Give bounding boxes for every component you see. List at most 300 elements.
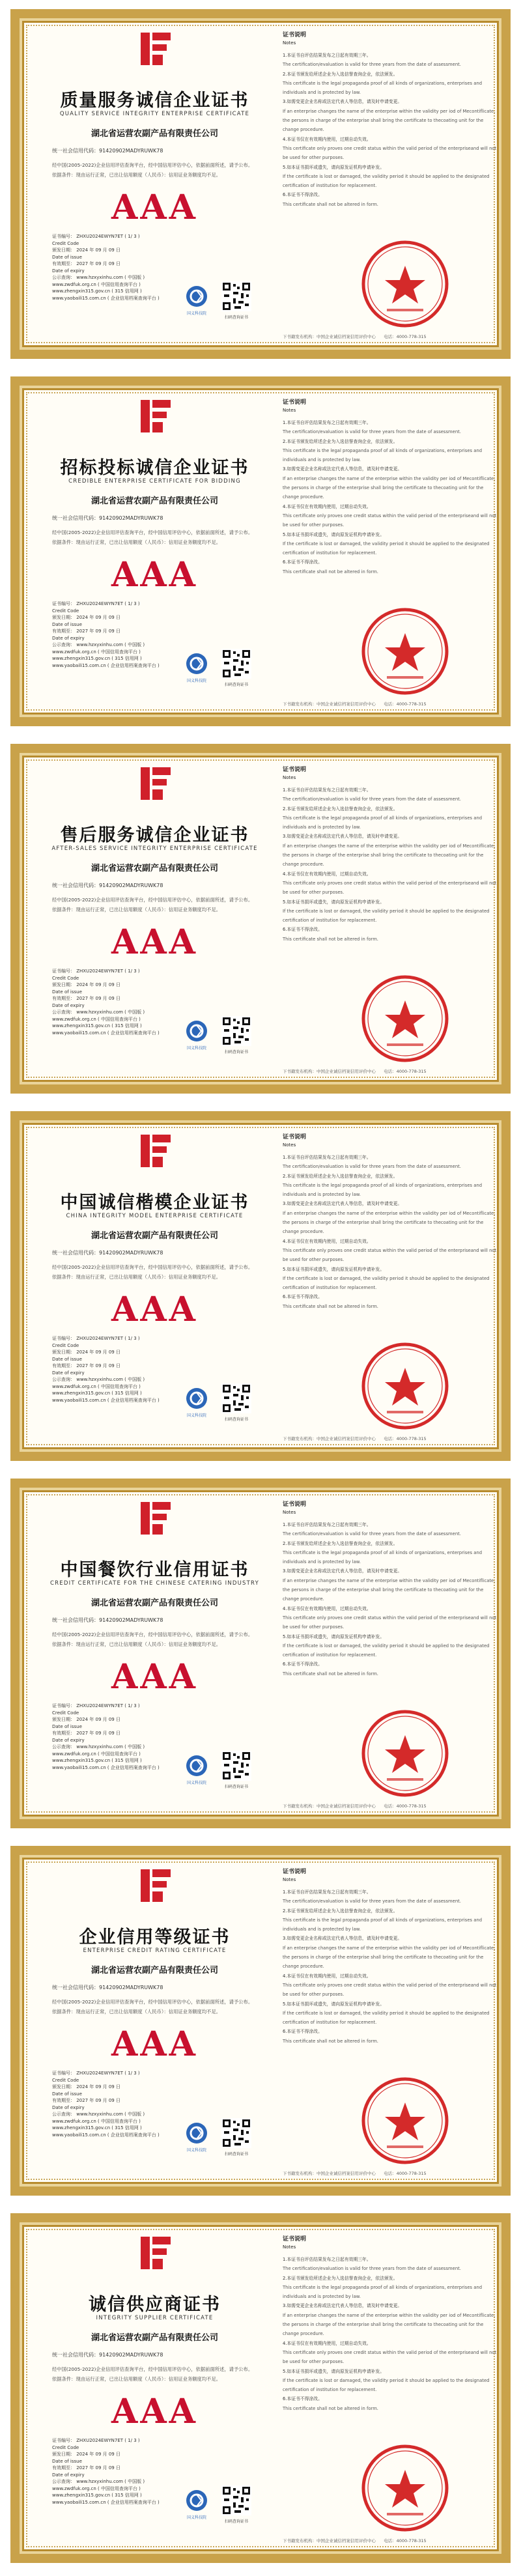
note-zh: 4.本证书仅在有效期内使用，过期自动失效。 — [283, 1606, 371, 1611]
certificate-subtitle: AFTER-SALES SERVICE INTEGRITY ENTERPRISE CERTIFICATE — [51, 845, 258, 852]
note-en: The certification/evaluation is valid for three years from the date of assessment. — [283, 1531, 461, 1537]
meta-line: 颁发日期： 2024 年 09 月 09 日 — [52, 1350, 120, 1355]
certificate-title: 企业信用等级证书 — [79, 1927, 231, 1947]
issuer-logo-icon — [137, 765, 175, 802]
issuer-name: 下书籍发布机构：中国企业诚信档案信用评价中心 — [283, 1069, 376, 1074]
qr-code-icon — [221, 2485, 251, 2515]
qr-code-icon — [221, 1016, 251, 1046]
issuer-name: 下书籍发布机构：中国企业诚信档案信用评价中心 — [283, 334, 376, 339]
note-zh: 1.本证书自评估结果发布之日起有效期三年。 — [283, 1522, 371, 1527]
note-zh: 2.本证书颁发给所述企业为入选信誉查询企业，依法颁发。 — [283, 2275, 398, 2281]
certificate-card — [10, 744, 511, 1094]
meta-line: 有效期至： 2027 年 09 月 09 日 — [52, 1363, 120, 1368]
credit-grade: AAA — [111, 922, 199, 962]
qr-code[interactable] — [219, 1016, 254, 1054]
meta-line: Date of issue — [52, 254, 82, 260]
company-name: 湖北省运营农副产品有限责任公司 — [91, 1966, 218, 1975]
qr-code[interactable] — [219, 649, 254, 687]
note-zh: 3.如需变更企业名称或法定代表人等信息，请及时申请变更。 — [283, 2303, 402, 2309]
note-zh: 2.本证书颁发给所述企业为入选信誉查询企业，依法颁发。 — [283, 1908, 398, 1914]
certificate-front — [39, 1867, 270, 2179]
issuer-line — [283, 1803, 498, 1809]
meta-line: www.zhengxin315.gov.cn ( 315 信用网 ) — [52, 289, 142, 294]
note-zh: 3.如需变更企业名称或法定代表人等信息，请及时申请变更。 — [283, 1568, 402, 1574]
meta-line: www.zwdfuk.org.cn ( 中国信用查询平台 ) — [52, 281, 141, 287]
description-line: 经中国(2005-2022)企业信用评估查询平台，经中国信用评估中心，依据前面所述，请予公布。 — [52, 897, 253, 903]
certificate-title: 诚信供应商证书 — [89, 2295, 221, 2315]
note-en: If the certificate is lost or damaged, the validity period it should be applied to the designated certification of institution for replacement. — [283, 173, 490, 189]
note-zh: 1.本证书自评估结果发布之日起有效期三年。 — [283, 53, 371, 58]
note-zh: 3.如需变更企业名称或法定代表人等信息，请及时申请变更。 — [283, 466, 402, 472]
issuer-logo-icon — [137, 1132, 175, 1170]
certificate-title: 中国餐饮行业信用证书 — [60, 1560, 249, 1580]
certificate-front — [39, 1132, 270, 1445]
official-seal-icon — [359, 1340, 451, 1432]
meta-line: www.yaobaili15.com.cn ( 企业信用档案查询平台 ) — [52, 662, 160, 668]
meta-line: 证书编号： ZHXU2024EWYN7ET ( 1/ 3 ) — [52, 601, 140, 606]
notes-title-en: Notes — [283, 775, 296, 780]
issuer-phone: 电话：4000-778-315 — [384, 1436, 427, 1441]
note-en: If the certificate is lost or damaged, the validity period it should be applied to the designated certification of institution for replacement. — [283, 1275, 490, 1291]
official-seal-icon — [359, 238, 451, 330]
notes-heading — [283, 1499, 498, 1515]
notes-list — [283, 1520, 498, 1678]
note-en: This certificate shall not be altered in form. — [283, 1303, 378, 1309]
note-zh: 5.如本证书损坏或遗失，请向原发证机构申请补发。 — [283, 2368, 385, 2374]
certificate-front — [39, 765, 270, 1077]
issuer-name: 下书籍发布机构：中国企业诚信档案信用评价中心 — [283, 1436, 376, 1441]
notes-title: 证书说明 — [283, 1501, 307, 1508]
description-line: 依据条件：现由运行正常，已出让信用额度（人民币）：信用证业务额度均不足。 — [52, 907, 221, 913]
meta-line: www.yaobaili15.com.cn ( 企业信用档案查询平台 ) — [52, 295, 160, 301]
meta-line: Date of issue — [52, 2458, 82, 2464]
certificate-subtitle: INTEGRITY SUPPLIER CERTIFICATE — [96, 2315, 214, 2321]
notes-title-en: Notes — [283, 1877, 296, 1882]
certificate-title: 招标投标诚信企业证书 — [60, 458, 249, 478]
note-zh: 6.本证书不得涂改。 — [283, 2396, 322, 2402]
notes-title: 证书说明 — [283, 2236, 307, 2243]
description-line: 依据条件：现由运行正常，已出让信用额度（人民币）：信用证业务额度均不足。 — [52, 1641, 221, 1647]
certificate-subtitle: QUALITY SERVICE INTEGRITY ENTERPRISE CERTIFICATE — [59, 111, 250, 117]
issuer-phone: 电话：4000-778-315 — [384, 1804, 427, 1809]
issuer-logo-icon — [137, 397, 175, 435]
notes-list — [283, 2255, 498, 2413]
meta-line: 有效期至： 2027 年 09 月 09 日 — [52, 1731, 120, 1736]
note-en: This certificate is the legal propaganda proof of all kinds of organizations, enterprises and individuals and is protected by law. — [283, 447, 483, 463]
note-en: If the certificate is lost or damaged, the validity period it should be applied to the designated certification of institution for replacement. — [283, 908, 490, 924]
qr-code[interactable] — [219, 281, 254, 320]
note-en: This certificate only proves one credit status within the valid period of the enterpriseand will not be used for other purposes. — [283, 1247, 497, 1263]
meta-line: 公示查询： www.hzxyxinhu.com ( 中国版 ) — [52, 1744, 145, 1749]
institute-badge — [184, 2489, 210, 2520]
notes-heading — [283, 1132, 498, 1148]
note-zh: 1.本证书自评估结果发布之日起有效期三年。 — [283, 420, 371, 425]
note-zh: 3.如需变更企业名称或法定代表人等信息，请及时申请变更。 — [283, 99, 402, 105]
note-en: This certificate shall not be altered in form. — [283, 1671, 378, 1677]
notes-title: 证书说明 — [283, 32, 307, 38]
certificate-subtitle: CREDIBLE ENTERPRISE CERTIFICATE FOR BIDDING — [68, 478, 241, 485]
meta-line: 公示查询： www.hzxyxinhu.com ( 中国版 ) — [52, 642, 145, 647]
meta-line: Date of expiry — [52, 1002, 85, 1008]
note-zh: 1.本证书自评估结果发布之日起有效期三年。 — [283, 787, 371, 793]
institute-badge-icon — [186, 1020, 208, 1042]
meta-line: www.zhengxin315.gov.cn ( 315 信用网 ) — [52, 1391, 142, 1396]
meta-line: 有效期至： 2027 年 09 月 09 日 — [52, 2465, 120, 2470]
note-en: The certification/evaluation is valid for three years from the date of assessment. — [283, 2266, 461, 2272]
note-en: The certification/evaluation is valid for three years from the date of assessment. — [283, 1164, 461, 1170]
note-en: This certificate is the legal propaganda proof of all kinds of organizations, enterprises and individuals and is protected by law. — [283, 1917, 483, 1932]
issuer-name: 下书籍发布机构：中国企业诚信档案信用评价中心 — [283, 2538, 376, 2543]
description-line: 经中国(2005-2022)企业信用评估查询平台，经中国信用评估中心，依据前面所述，请予公布。 — [52, 1632, 253, 1637]
meta-line: Credit Code — [52, 1342, 79, 1348]
description-line: 经中国(2005-2022)企业信用评估查询平台，经中国信用评估中心，依据前面所述，请予公布。 — [52, 2366, 253, 2372]
meta-line: 有效期至： 2027 年 09 月 09 日 — [52, 2098, 120, 2103]
meta-line: Date of issue — [52, 1723, 82, 1729]
company-name: 湖北省运营农副产品有限责任公司 — [91, 1231, 218, 1241]
qr-code-label: 扫码查询证书 — [224, 315, 248, 320]
institute-badge-label: 国义科技院 — [186, 2148, 206, 2153]
notes-title: 证书说明 — [283, 1134, 307, 1140]
description — [52, 895, 260, 914]
note-zh: 4.本证书仅在有效期内使用，过期自动失效。 — [283, 136, 371, 142]
note-en: If an enterprise changes the name of the enterprise within the validity per iod of Mecontiflicate, the persons in charge of the enterprise shall bring the certificate to thecoating unit for the change procedure. — [283, 1210, 496, 1235]
institute-badge — [184, 1755, 210, 1785]
certificate-card — [10, 1846, 511, 2196]
note-zh: 1.本证书自评估结果发布之日起有效期三年。 — [283, 1155, 371, 1160]
official-seal-icon — [359, 2442, 451, 2534]
meta-line: 公示查询： www.hzxyxinhu.com ( 中国版 ) — [52, 275, 145, 280]
note-zh: 4.本证书仅在有效期内使用，过期自动失效。 — [283, 1973, 371, 1979]
meta-line: www.zwdfuk.org.cn ( 中国信用查询平台 ) — [52, 649, 141, 655]
official-seal-icon — [359, 973, 451, 1064]
description — [52, 2364, 260, 2384]
note-zh: 5.如本证书损坏或遗失，请向原发证机构申请补发。 — [283, 899, 385, 905]
meta-line: 公示查询： www.hzxyxinhu.com ( 中国版 ) — [52, 1010, 145, 1015]
note-zh: 6.本证书不得涂改。 — [283, 559, 322, 565]
meta-line: www.yaobaili15.com.cn ( 企业信用档案查询平台 ) — [52, 1397, 160, 1403]
qr-code-label: 扫码查询证书 — [224, 1050, 248, 1054]
meta-line: 有效期至： 2027 年 09 月 09 日 — [52, 261, 120, 266]
description-line: 经中国(2005-2022)企业信用评估查询平台，经中国信用评估中心，依据前面所述，请予公布。 — [52, 1999, 253, 2005]
institute-badge — [184, 1020, 210, 1051]
note-en: The certification/evaluation is valid for three years from the date of assessment. — [283, 797, 461, 802]
notes-heading — [283, 2234, 498, 2250]
company-name: 湖北省运营农副产品有限责任公司 — [91, 129, 218, 139]
meta-line: www.zwdfuk.org.cn ( 中国信用查询平台 ) — [52, 1751, 141, 1757]
meta-line: www.zwdfuk.org.cn ( 中国信用查询平台 ) — [52, 2485, 141, 2491]
description-line: 依据条件：现由运行正常，已出让信用额度（人民币）：信用证业务额度均不足。 — [52, 539, 221, 545]
meta-line: 公示查询： www.hzxyxinhu.com ( 中国版 ) — [52, 2479, 145, 2484]
meta-line: Date of expiry — [52, 2472, 85, 2478]
certificate-meta — [52, 968, 182, 1036]
note-en: If an enterprise changes the name of the enterprise within the validity per iod of Mecontiflicate, the persons in charge of the enterprise shall bring the certificate to thecoating unit for the change procedure. — [283, 843, 496, 868]
certificate-front — [39, 30, 270, 343]
meta-line: www.zwdfuk.org.cn ( 中国信用查询平台 ) — [52, 1383, 141, 1389]
note-zh: 1.本证书自评估结果发布之日起有效期三年。 — [283, 1890, 371, 1895]
note-zh: 2.本证书颁发给所述企业为入选信誉查询企业，依法颁发。 — [283, 1173, 398, 1179]
credit-grade: AAA — [111, 188, 199, 227]
issuer-name: 下书籍发布机构：中国企业诚信档案信用评价中心 — [283, 701, 376, 707]
note-zh: 1.本证书自评估结果发布之日起有效期三年。 — [283, 2257, 371, 2262]
note-en: If the certificate is lost or damaged, the validity period it should be applied to the designated certification of institution for replacement. — [283, 2010, 490, 2026]
certificate-card — [10, 1479, 511, 1828]
note-en: This certificate shall not be altered in form. — [283, 2405, 378, 2411]
institute-badge-label: 国义科技院 — [186, 679, 206, 683]
credit-code: 统一社会信用代码：91420902MADYRUWK78 — [52, 148, 163, 154]
qr-code-icon — [221, 1751, 251, 1781]
meta-line: 公示查询： www.hzxyxinhu.com ( 中国版 ) — [52, 2112, 145, 2117]
note-en: This certificate is the legal propaganda proof of all kinds of organizations, enterprises and individuals and is protected by law. — [283, 1182, 483, 1198]
note-zh: 2.本证书颁发给所述企业为入选信誉查询企业，依法颁发。 — [283, 1540, 398, 1546]
meta-line: www.zwdfuk.org.cn ( 中国信用查询平台 ) — [52, 1016, 141, 1022]
meta-line: 有效期至： 2027 年 09 月 09 日 — [52, 996, 120, 1001]
note-zh: 6.本证书不得涂改。 — [283, 192, 322, 198]
institute-badge — [184, 1387, 210, 1418]
meta-line: 证书编号： ZHXU2024EWYN7ET ( 1/ 3 ) — [52, 1336, 140, 1341]
issuer-phone: 电话：4000-778-315 — [384, 2171, 427, 2176]
qr-code-label: 扫码查询证书 — [224, 1785, 248, 1789]
certificate-subtitle: CHINA INTEGRITY MODEL ENTERPRISE CERTIFICATE — [66, 1213, 244, 1219]
note-en: This certificate only proves one credit status within the valid period of the enterpriseand will not be used for other purposes. — [283, 880, 497, 896]
institute-badge-icon — [186, 2489, 208, 2512]
note-zh: 2.本证书颁发给所述企业为入选信誉查询企业，依法颁发。 — [283, 71, 398, 77]
note-en: This certificate is the legal propaganda proof of all kinds of organizations, enterprises and individuals and is protected by law. — [283, 815, 483, 830]
notes-title-en: Notes — [283, 408, 296, 413]
meta-line: 证书编号： ZHXU2024EWYN7ET ( 1/ 3 ) — [52, 969, 140, 974]
meta-line: 证书编号： ZHXU2024EWYN7ET ( 1/ 3 ) — [52, 2071, 140, 2076]
certificate-card — [10, 1111, 511, 1461]
certificate-card — [10, 9, 511, 359]
institute-badge-icon — [186, 1755, 208, 1777]
certificate-title: 中国诚信楷模企业证书 — [60, 1193, 249, 1213]
note-en: This certificate shall not be altered in form. — [283, 201, 378, 207]
certificate-notes — [283, 397, 498, 710]
meta-line: www.yaobaili15.com.cn ( 企业信用档案查询平台 ) — [52, 2132, 160, 2138]
meta-line: 公示查询： www.hzxyxinhu.com ( 中国版 ) — [52, 1377, 145, 1382]
note-en: This certificate only proves one credit status within the valid period of the enterpriseand will not be used for other purposes. — [283, 145, 497, 161]
certificate-front — [39, 1499, 270, 1812]
meta-line: 颁发日期： 2024 年 09 月 09 日 — [52, 2452, 120, 2457]
qr-code-icon — [221, 1383, 251, 1413]
meta-line: Credit Code — [52, 2077, 79, 2083]
notes-title-en: Notes — [283, 1510, 296, 1515]
issuer-name: 下书籍发布机构：中国企业诚信档案信用评价中心 — [283, 2171, 376, 2176]
notes-list — [283, 1153, 498, 1311]
qr-code-label: 扫码查询证书 — [224, 683, 248, 687]
certificate-title: 质量服务诚信企业证书 — [60, 91, 249, 111]
meta-line: 证书编号： ZHXU2024EWYN7ET ( 1/ 3 ) — [52, 234, 140, 239]
credit-code: 统一社会信用代码：91420902MADYRUWK78 — [52, 1985, 163, 1990]
certificate-front — [39, 2234, 270, 2547]
notes-heading — [283, 765, 498, 780]
certificate-notes — [283, 1499, 498, 1812]
issuer-logo-icon — [137, 30, 175, 68]
qr-code-icon — [221, 281, 251, 311]
description-line: 依据条件：现由运行正常，已出让信用额度（人民币）：信用证业务额度均不足。 — [52, 172, 221, 178]
institute-badge-label: 国义科技院 — [186, 1781, 206, 1785]
certificate-meta — [52, 1335, 182, 1404]
issuer-logo-icon — [137, 2234, 175, 2272]
certificate-front — [39, 397, 270, 710]
qr-code[interactable] — [219, 1751, 254, 1789]
note-en: If an enterprise changes the name of the enterprise within the validity per iod of Mecontiflicate, the persons in charge of the enterprise shall bring the certificate to thecoating unit for the change procedure. — [283, 1945, 496, 1970]
official-seal-icon — [359, 1708, 451, 1799]
meta-line: Date of expiry — [52, 1737, 85, 1743]
meta-line: www.zwdfuk.org.cn ( 中国信用查询平台 ) — [52, 2118, 141, 2124]
description-line: 依据条件：现由运行正常，已出让信用额度（人民币）：信用证业务额度均不足。 — [52, 1274, 221, 1280]
qr-code[interactable] — [219, 1383, 254, 1422]
issuer-logo-icon — [137, 1499, 175, 1537]
certificate-card — [10, 2213, 511, 2563]
meta-line: www.zhengxin315.gov.cn ( 315 信用网 ) — [52, 656, 142, 661]
meta-line: www.zhengxin315.gov.cn ( 315 信用网 ) — [52, 1023, 142, 1028]
note-en: This certificate only proves one credit status within the valid period of the enterpriseand will not be used for other purposes. — [283, 513, 497, 528]
official-seal-icon — [359, 2075, 451, 2166]
note-zh: 6.本证书不得涂改。 — [283, 927, 322, 933]
meta-line: Credit Code — [52, 1710, 79, 1716]
institute-badge-icon — [186, 1387, 208, 1409]
notes-heading — [283, 1867, 498, 1882]
note-zh: 3.如需变更企业名称或法定代表人等信息，请及时申请变更。 — [283, 1936, 402, 1942]
certificate-meta — [52, 2070, 182, 2138]
note-en: The certification/evaluation is valid for three years from the date of assessment. — [283, 1899, 461, 1904]
notes-heading — [283, 397, 498, 413]
issuer-phone: 电话：4000-778-315 — [384, 334, 427, 339]
description-line: 经中国(2005-2022)企业信用评估查询平台，经中国信用评估中心，依据前面所述，请予公布。 — [52, 530, 253, 535]
certificate-meta — [52, 233, 182, 302]
qr-code-label: 扫码查询证书 — [224, 1417, 248, 1422]
credit-grade: AAA — [111, 1290, 199, 1329]
credit-code: 统一社会信用代码：91420902MADYRUWK78 — [52, 2352, 163, 2358]
note-en: The certification/evaluation is valid for three years from the date of assessment. — [283, 429, 461, 435]
note-en: If the certificate is lost or damaged, the validity period it should be applied to the designated certification of institution for replacement. — [283, 1643, 490, 1658]
notes-list — [283, 1888, 498, 2046]
credit-code: 统一社会信用代码：91420902MADYRUWK78 — [52, 883, 163, 888]
certificate-title: 售后服务诚信企业证书 — [60, 825, 249, 845]
description-line: 经中国(2005-2022)企业信用评估查询平台，经中国信用评估中心，依据前面所述，请予公布。 — [52, 1264, 253, 1270]
certificate-notes — [283, 1132, 498, 1445]
institute-badge-icon — [186, 285, 208, 307]
meta-line: 颁发日期： 2024 年 09 月 09 日 — [52, 2084, 120, 2089]
qr-code[interactable] — [219, 2118, 254, 2157]
notes-title-en: Notes — [283, 2244, 296, 2250]
credit-code: 统一社会信用代码：91420902MADYRUWK78 — [52, 1617, 163, 1623]
meta-line: 证书编号： ZHXU2024EWYN7ET ( 1/ 3 ) — [52, 1703, 140, 1708]
meta-line: Date of expiry — [52, 2104, 85, 2110]
institute-badge-icon — [186, 653, 208, 675]
certificate-meta — [52, 601, 182, 669]
note-zh: 6.本证书不得涂改。 — [283, 1662, 322, 1667]
note-zh: 2.本证书颁发给所述企业为入选信誉查询企业，依法颁发。 — [283, 438, 398, 444]
meta-line: 颁发日期： 2024 年 09 月 09 日 — [52, 1717, 120, 1722]
notes-title: 证书说明 — [283, 767, 307, 773]
meta-line: Date of issue — [52, 989, 82, 995]
description — [52, 160, 260, 180]
note-en: This certificate only proves one credit status within the valid period of the enterpriseand will not be used for other purposes. — [283, 1615, 497, 1630]
note-zh: 6.本证书不得涂改。 — [283, 1294, 322, 1300]
meta-line: 证书编号： ZHXU2024EWYN7ET ( 1/ 3 ) — [52, 2438, 140, 2443]
notes-title-en: Notes — [283, 40, 296, 46]
note-zh: 3.如需变更企业名称或法定代表人等信息，请及时申请变更。 — [283, 1201, 402, 1207]
note-zh: 5.如本证书损坏或遗失，请向原发证机构申请补发。 — [283, 531, 385, 537]
qr-code-icon — [221, 2118, 251, 2148]
note-en: If an enterprise changes the name of the enterprise within the validity per iod of Mecontiflicate, the persons in charge of the enterprise shall bring the certificate to thecoating unit for the change procedure. — [283, 1578, 496, 1602]
description — [52, 1630, 260, 1649]
meta-line: www.yaobaili15.com.cn ( 企业信用档案查询平台 ) — [52, 1030, 160, 1036]
notes-list — [283, 418, 498, 576]
note-en: If an enterprise changes the name of the enterprise within the validity per iod of Mecontiflicate, the persons in charge of the enterprise shall bring the certificate to thecoating unit for the change procedure. — [283, 475, 496, 500]
issuer-line — [283, 701, 498, 707]
note-en: The certification/evaluation is valid for three years from the date of assessment. — [283, 62, 461, 68]
issuer-line — [283, 1068, 498, 1074]
meta-line: Date of expiry — [52, 1370, 85, 1376]
issuer-phone: 电话：4000-778-315 — [384, 701, 427, 707]
meta-line: Date of expiry — [52, 635, 85, 641]
issuer-line — [283, 1436, 498, 1441]
note-zh: 5.如本证书损坏或遗失，请向原发证机构申请补发。 — [283, 1634, 385, 1639]
meta-line: 颁发日期： 2024 年 09 月 09 日 — [52, 248, 120, 253]
notes-heading — [283, 30, 498, 46]
note-en: If an enterprise changes the name of the enterprise within the validity per iod of Mecontiflicate, the persons in charge of the enterprise shall bring the certificate to thecoating unit for the change procedure. — [283, 108, 496, 133]
qr-code[interactable] — [219, 2485, 254, 2524]
institute-badge — [184, 2122, 210, 2153]
note-en: This certificate is the legal propaganda proof of all kinds of organizations, enterprises and individuals and is protected by law. — [283, 2284, 483, 2300]
company-name: 湖北省运营农副产品有限责任公司 — [91, 496, 218, 506]
notes-title-en: Notes — [283, 1142, 296, 1148]
institute-badge — [184, 285, 210, 316]
certificate-notes — [283, 1867, 498, 2179]
meta-line: www.yaobaili15.com.cn ( 企业信用档案查询平台 ) — [52, 1764, 160, 1770]
certificate-meta — [52, 2437, 182, 2506]
note-en: If the certificate is lost or damaged, the validity period it should be applied to the designated certification of institution for replacement. — [283, 541, 490, 556]
issuer-phone: 电话：4000-778-315 — [384, 2538, 427, 2543]
meta-line: Date of expiry — [52, 268, 85, 274]
company-name: 湖北省运营农副产品有限责任公司 — [91, 1598, 218, 1608]
institute-badge — [184, 653, 210, 683]
note-zh: 6.本证书不得涂改。 — [283, 2029, 322, 2035]
meta-line: 颁发日期： 2024 年 09 月 09 日 — [52, 982, 120, 987]
qr-code-label: 扫码查询证书 — [224, 2519, 248, 2524]
credit-code: 统一社会信用代码：91420902MADYRUWK78 — [52, 515, 163, 521]
description — [52, 1997, 260, 2017]
note-en: This certificate shall not be altered in form. — [283, 2038, 378, 2044]
institute-badge-label: 国义科技院 — [186, 2515, 206, 2520]
notes-list — [283, 786, 498, 944]
note-en: This certificate only proves one credit status within the valid period of the enterpriseand will not be used for other purposes. — [283, 1982, 497, 1998]
institute-badge-icon — [186, 2122, 208, 2144]
institute-badge-label: 国义科技院 — [186, 1046, 206, 1051]
institute-badge-label: 国义科技院 — [186, 311, 206, 316]
company-name: 湖北省运营农副产品有限责任公司 — [91, 2333, 218, 2343]
description-line: 依据条件：现由运行正常，已出让信用额度（人民币）：信用证业务额度均不足。 — [52, 2376, 221, 2382]
certificate-card — [10, 376, 511, 726]
notes-title: 证书说明 — [283, 1869, 307, 1875]
issuer-phone: 电话：4000-778-315 — [384, 1069, 427, 1074]
certificate-notes — [283, 765, 498, 1077]
notes-list — [283, 51, 498, 209]
notes-title: 证书说明 — [283, 399, 307, 406]
note-zh: 4.本证书仅在有效期内使用，过期自动失效。 — [283, 871, 371, 877]
description — [52, 528, 260, 547]
company-name: 湖北省运营农副产品有限责任公司 — [91, 864, 218, 873]
meta-line: Date of issue — [52, 621, 82, 627]
meta-line: 颁发日期： 2024 年 09 月 09 日 — [52, 615, 120, 620]
meta-line: www.zhengxin315.gov.cn ( 315 信用网 ) — [52, 1758, 142, 1763]
issuer-logo-icon — [137, 1867, 175, 1904]
credit-grade: AAA — [111, 2392, 199, 2431]
credit-grade: AAA — [111, 555, 199, 595]
note-zh: 4.本证书仅在有效期内使用，过期自动失效。 — [283, 503, 371, 509]
